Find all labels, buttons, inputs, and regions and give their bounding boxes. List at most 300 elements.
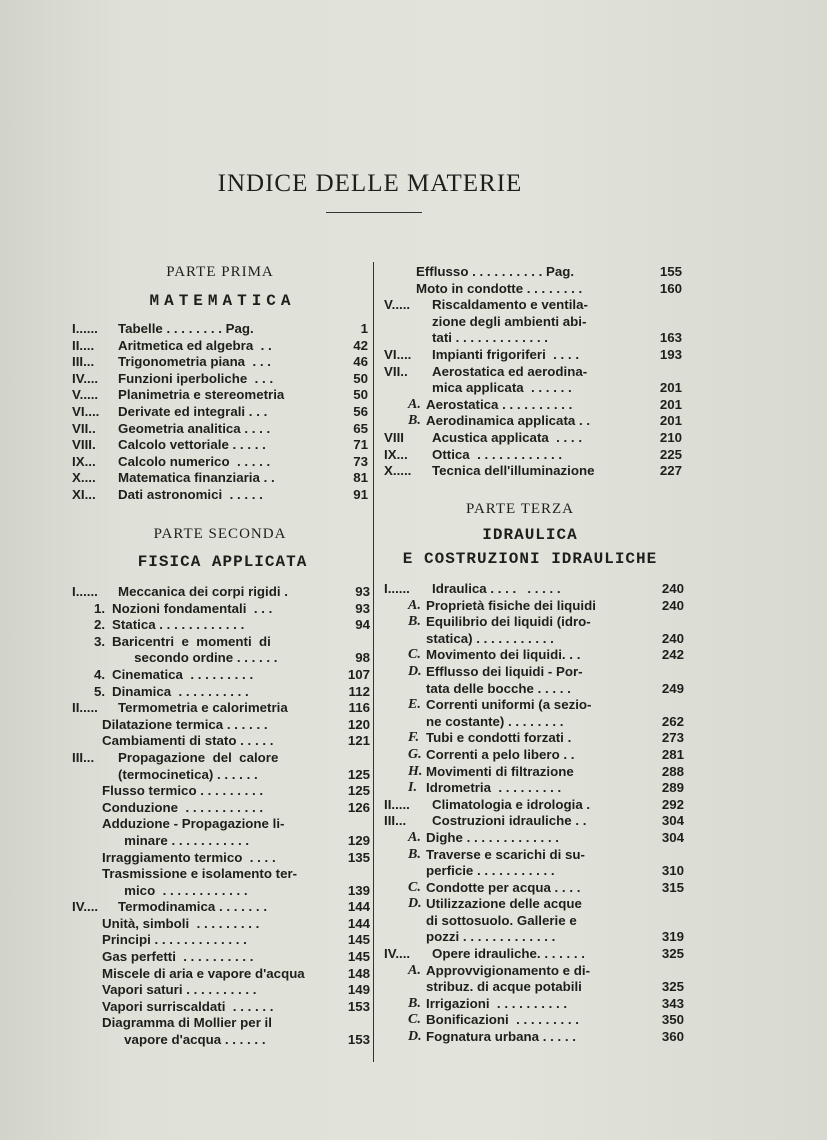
toc-line [72, 354, 368, 371]
toc-line [384, 614, 684, 631]
toc-line [72, 338, 368, 355]
toc-line [384, 946, 684, 963]
toc-line [384, 913, 684, 930]
toc-entry [72, 387, 368, 404]
entry-title: Funzioni iperboliche . . . [118, 370, 274, 386]
toc-line [384, 380, 682, 397]
toc-line [384, 863, 684, 880]
entry-title: Moto in condotte . . . . . . . . [416, 280, 583, 296]
toc-entry [384, 847, 684, 880]
toc-entry [384, 747, 684, 764]
toc-entry [384, 963, 684, 996]
entry-title: Dilatazione termica . . . . . . [102, 716, 268, 732]
page-number: 71 [353, 437, 368, 453]
page-number: 240 [661, 630, 684, 646]
page-number: 242 [661, 647, 684, 663]
toc-entry [72, 454, 368, 471]
toc-line [384, 764, 684, 781]
entry-title: ne costante) . . . . . . . . [426, 713, 564, 729]
subsection-label: C. [408, 647, 421, 663]
toc-line [72, 437, 368, 454]
toc-entry [72, 584, 370, 601]
toc-line [384, 996, 684, 1013]
page-number: 350 [661, 1012, 684, 1028]
page-number: 98 [355, 650, 370, 666]
toc-line [384, 664, 684, 681]
toc-entry [72, 684, 370, 701]
section-number: I...... [72, 584, 98, 599]
page-number: 227 [659, 463, 682, 479]
page-number: 262 [661, 713, 684, 729]
toc-line [72, 949, 370, 966]
page-number: 201 [659, 396, 682, 412]
entry-title: mica applicata . . . . . . [432, 380, 572, 396]
toc-list-fisica [72, 584, 370, 1049]
page-number: 129 [347, 832, 370, 848]
toc-entry [384, 614, 684, 647]
toc-entry [384, 664, 684, 697]
toc-list-idraulica [384, 581, 684, 1046]
subsection-label: B. [408, 413, 421, 429]
entry-title: Adduzione - Propagazione li- [102, 816, 285, 832]
page-number: 273 [661, 730, 684, 746]
section-number: II..... [72, 700, 98, 716]
page-number: 292 [661, 796, 684, 812]
toc-entry [384, 430, 682, 447]
entry-title: pozzi . . . . . . . . . . . . . [426, 929, 556, 945]
toc-line [72, 932, 370, 949]
toc-entry [72, 750, 370, 783]
page-number: 56 [353, 403, 368, 419]
subsection-label: 2. [94, 617, 106, 633]
entry-title: Opere idrauliche. . . . . . . [432, 946, 585, 962]
entry-title: Aerodinamica applicata . . [426, 413, 591, 429]
toc-entry [384, 447, 682, 464]
page-number: 116 [348, 700, 370, 716]
entry-title: Dati astronomici . . . . . [118, 486, 263, 502]
toc-line [384, 364, 682, 381]
page-number: 360 [661, 1029, 684, 1045]
toc-line [384, 847, 684, 864]
toc-entry [384, 730, 684, 747]
entry-title: Climatologia e idrologia . [432, 796, 591, 812]
entry-title: Trasmissione e isolamento ter- [102, 866, 298, 882]
entry-title: Dinamica . . . . . . . . . . [112, 683, 249, 699]
toc-line [384, 264, 682, 281]
entry-title: Unità, simboli . . . . . . . . . [102, 915, 260, 931]
subsection-label: E. [408, 697, 421, 713]
section-heading: IDRAULICA [482, 526, 578, 544]
entry-title: Miscele di aria e vapore d'acqua [102, 965, 305, 981]
toc-entry [72, 733, 370, 750]
toc-entry [384, 830, 684, 847]
part-heading: PARTE TERZA [465, 501, 575, 517]
section-subheading: E COSTRUZIONI IDRAULICHE [402, 550, 658, 568]
subsection-label: 5. [94, 683, 106, 699]
entry-title: perficie . . . . . . . . . . . [426, 863, 555, 879]
subsection-label: H. [408, 763, 423, 779]
entry-title: di sottosuolo. Gallerie e [426, 912, 577, 928]
entry-title: Tubi e condotti forzati . [426, 730, 572, 746]
page-number: 288 [661, 763, 684, 779]
entry-title: minare . . . . . . . . . . . [102, 832, 250, 848]
entry-title: Riscaldamento e ventila- [432, 297, 588, 313]
page-number: 201 [659, 380, 682, 396]
toc-line [384, 647, 684, 664]
entry-title: Movimenti di filtrazione [426, 763, 574, 779]
toc-line [72, 916, 370, 933]
toc-entry [384, 996, 684, 1013]
entry-title: Movimento dei liquidi. . . [426, 647, 581, 663]
part-heading: PARTE PRIMA [166, 264, 274, 280]
section-number: II.... [72, 337, 95, 353]
page-number: 153 [347, 998, 370, 1014]
toc-entry [72, 899, 370, 916]
toc-entry [384, 413, 682, 430]
page-number: 145 [347, 949, 370, 965]
page-number: 120 [347, 716, 370, 732]
toc-line [384, 330, 682, 347]
entry-title: tati . . . . . . . . . . . . . [432, 330, 548, 346]
toc-entry [384, 297, 682, 347]
page-number: 310 [661, 863, 684, 879]
toc-entry [384, 647, 684, 664]
entry-title: Efflusso . . . . . . . . . . Pag. [416, 264, 575, 279]
entry-title: Equilibrio dei liquidi (idro- [426, 614, 591, 630]
toc-line [72, 487, 368, 504]
entry-title: Efflusso dei liquidi - Por- [426, 663, 583, 679]
toc-line [72, 617, 370, 634]
toc-line [384, 797, 684, 814]
entry-title: Correnti a pelo libero . . [426, 746, 575, 762]
toc-line [384, 413, 682, 430]
toc-entry [72, 404, 368, 421]
toc-entry [72, 982, 370, 999]
entry-title: Conduzione . . . . . . . . . . . [102, 799, 264, 815]
subsection-label: C. [408, 879, 421, 895]
toc-line [72, 1015, 370, 1032]
toc-entry [72, 601, 370, 618]
subsection-label: C. [408, 1012, 421, 1028]
section-number: X.... [72, 470, 96, 486]
page-number: 163 [659, 330, 682, 346]
page-number: 145 [347, 932, 370, 948]
toc-line [72, 650, 370, 667]
subsection-label: D. [408, 1029, 422, 1045]
page-number: 91 [353, 486, 368, 502]
toc-line [384, 314, 682, 331]
entry-title: Cambiamenti di stato . . . . . [102, 733, 274, 749]
page-number: 126 [347, 799, 370, 815]
page-number: 289 [661, 780, 684, 796]
page-number: 249 [661, 680, 684, 696]
toc-line [384, 880, 684, 897]
title-underline [326, 212, 422, 213]
toc-entry [72, 437, 368, 454]
entry-title: Diagramma di Mollier per il [102, 1015, 272, 1031]
toc-line [384, 963, 684, 980]
toc-line [72, 454, 368, 471]
toc-entry [72, 617, 370, 634]
section-heading: FISICA APPLICATA [137, 553, 308, 571]
page-number: 94 [355, 617, 370, 633]
entry-title: Condotte per acqua . . . . [426, 879, 581, 895]
page-number: 81 [353, 470, 368, 486]
page-number: 73 [353, 453, 368, 469]
toc-line [72, 667, 370, 684]
section-number: V..... [72, 387, 99, 403]
toc-line [72, 684, 370, 701]
entry-title: Gas perfetti . . . . . . . . . . [102, 949, 254, 965]
toc-entry [384, 397, 682, 414]
entry-title: Geometria analitica . . . . [118, 420, 271, 436]
toc-entry [72, 800, 370, 817]
toc-entry [384, 797, 684, 814]
toc-entry [72, 1015, 370, 1048]
page-number: 93 [355, 584, 370, 599]
entry-title: Aerostatica . . . . . . . . . . [426, 396, 573, 412]
entry-title: Idraulica . . . . . . . . . [432, 581, 561, 596]
entry-title: Principi . . . . . . . . . . . . . [102, 932, 247, 948]
toc-line [384, 347, 682, 364]
entry-title: Vapori saturi . . . . . . . . . . [102, 982, 257, 998]
toc-line [384, 581, 684, 598]
entry-title: stribuz. di acque potabili [426, 979, 582, 995]
entry-title: Aritmetica ed algebra . . [118, 337, 272, 353]
toc-entry [72, 966, 370, 983]
toc-line [72, 899, 370, 916]
toc-entry [384, 780, 684, 797]
toc-entry [72, 999, 370, 1016]
toc-list-fisica-continued [384, 264, 682, 480]
column-divider [373, 262, 374, 1062]
section-heading: MATEMATICA [149, 292, 296, 310]
toc-line [72, 816, 370, 833]
toc-entry [72, 634, 370, 667]
page-number: 325 [661, 979, 684, 995]
entry-title: tata delle bocche . . . . . [426, 680, 571, 696]
toc-entry [72, 816, 370, 849]
page-number: 50 [353, 370, 368, 386]
subsection-label: D. [408, 896, 422, 912]
toc-line [384, 813, 684, 830]
page-number: 42 [353, 337, 368, 353]
toc-line [72, 404, 368, 421]
subsection-label: 3. [94, 633, 106, 649]
page-number: 319 [661, 929, 684, 945]
entry-title: Tabelle . . . . . . . . Pag. [118, 321, 254, 336]
page-number: 153 [347, 1032, 370, 1048]
entry-title: Termometria e calorimetria [118, 700, 288, 716]
subsection-label: G. [408, 746, 422, 762]
toc-entry [384, 697, 684, 730]
toc-entry [72, 700, 370, 717]
page-number: 149 [347, 982, 370, 998]
page-number: 225 [659, 446, 682, 462]
subsection-label: A. [408, 962, 421, 978]
toc-entry [384, 946, 684, 963]
toc-line [384, 830, 684, 847]
toc-line [72, 999, 370, 1016]
entry-title: zione degli ambienti abi- [432, 313, 587, 329]
toc-line [72, 966, 370, 983]
entry-title: Cinematica . . . . . . . . . [112, 666, 254, 682]
toc-entry [384, 581, 684, 598]
entry-title: Aerostatica ed aerodina- [432, 363, 588, 379]
entry-title: (termocinetica) . . . . . . [118, 766, 258, 782]
subsection-label: 1. [94, 600, 106, 616]
entry-title: Irraggiamento termico . . . . [102, 849, 276, 865]
toc-line [384, 929, 684, 946]
page-number: 93 [355, 600, 370, 616]
toc-line [72, 733, 370, 750]
entry-title: vapore d'acqua . . . . . . [102, 1032, 266, 1048]
entry-title: Utilizzazione delle acque [426, 896, 582, 912]
toc-line [384, 281, 682, 298]
page-number: 46 [353, 354, 368, 370]
toc-line [384, 780, 684, 797]
page-number: 304 [661, 829, 684, 845]
entry-title: Dighe . . . . . . . . . . . . . [426, 829, 559, 845]
toc-line [384, 397, 682, 414]
toc-entry [72, 932, 370, 949]
section-number: X..... [384, 463, 412, 479]
entry-title: Flusso termico . . . . . . . . . [102, 783, 264, 799]
toc-line [72, 866, 370, 883]
toc-entry [72, 487, 368, 504]
toc-entry [384, 463, 682, 480]
page-number: 144 [347, 899, 370, 915]
toc-line [72, 601, 370, 618]
entry-title: Calcolo vettoriale . . . . . [118, 437, 266, 453]
entry-title: Costruzioni idrauliche . . [432, 813, 587, 829]
entry-title: Derivate ed integrali . . . [118, 403, 268, 419]
entry-title: secondo ordine . . . . . . [112, 650, 278, 666]
section-number: VI.... [72, 403, 100, 419]
page-number: 125 [347, 783, 370, 799]
section-number: VII.. [384, 363, 408, 379]
subsection-label: B. [408, 846, 421, 862]
toc-entry [72, 354, 368, 371]
toc-line [384, 447, 682, 464]
toc-line [72, 783, 370, 800]
toc-entry [384, 264, 682, 281]
toc-entry [72, 338, 368, 355]
toc-line [72, 883, 370, 900]
subsection-label: A. [408, 829, 421, 845]
toc-line [384, 297, 682, 314]
section-number: III... [384, 813, 407, 829]
entry-title: Irrigazioni . . . . . . . . . . [426, 995, 568, 1011]
toc-entry [384, 764, 684, 781]
page-number: 193 [659, 346, 682, 362]
subsection-label: A. [408, 597, 421, 613]
toc-entry [384, 1012, 684, 1029]
toc-line [72, 750, 370, 767]
toc-entry [384, 598, 684, 615]
entry-title: Trigonometria piana . . . [118, 354, 271, 370]
toc-line [72, 800, 370, 817]
toc-line [384, 598, 684, 615]
section-number: I...... [384, 581, 410, 596]
subsection-label: A. [408, 396, 421, 412]
page-number: 281 [661, 746, 684, 762]
page-number: 315 [661, 879, 684, 895]
entry-title: Bonificazioni . . . . . . . . . [426, 1012, 579, 1028]
page-number: 135 [347, 849, 370, 865]
page-number: 148 [347, 965, 370, 981]
page-number: 210 [659, 429, 682, 445]
entry-title: statica) . . . . . . . . . . . [426, 630, 554, 646]
section-number: III... [72, 749, 95, 765]
toc-entry [384, 813, 684, 830]
page-number: 125 [347, 766, 370, 782]
section-number: IV.... [72, 370, 99, 386]
entry-title: Calcolo numerico . . . . . [118, 453, 271, 469]
subsection-label: D. [408, 663, 422, 679]
entry-title: Impianti frigoriferi . . . . [432, 346, 580, 362]
page-title: INDICE DELLE MATERIE [217, 170, 523, 197]
section-number: IX... [384, 446, 408, 462]
toc-entry [72, 866, 370, 899]
toc-entry [72, 783, 370, 800]
page-number: 65 [353, 420, 368, 436]
toc-entry [384, 281, 682, 298]
toc-line [384, 730, 684, 747]
entry-title: Approvvigionamento e di- [426, 962, 591, 978]
toc-entry [72, 667, 370, 684]
section-number: XI... [72, 486, 96, 502]
page-number: 121 [347, 733, 370, 749]
page-number: 240 [661, 581, 684, 596]
subsection-label: 4. [94, 666, 106, 682]
page-number: 325 [661, 946, 684, 962]
page-number: 112 [348, 683, 370, 699]
entry-title: Correnti uniformi (a sezio- [426, 697, 592, 713]
section-number: I...... [72, 321, 98, 336]
toc-line [384, 463, 682, 480]
entry-title: Acustica applicata . . . . [432, 429, 583, 445]
toc-line [72, 421, 368, 438]
toc-entry [72, 321, 368, 338]
page-number: 107 [347, 666, 370, 682]
entry-title: Statica . . . . . . . . . . . . [112, 617, 245, 633]
entry-title: Meccanica dei corpi rigidi . [118, 584, 288, 599]
section-number: III... [72, 354, 95, 370]
toc-line [384, 896, 684, 913]
toc-line [384, 747, 684, 764]
page-number: 144 [347, 915, 370, 931]
toc-line [72, 833, 370, 850]
page-number: 343 [661, 995, 684, 1011]
page-number: 155 [659, 264, 682, 279]
page-number: 160 [659, 280, 682, 296]
toc-line [384, 1012, 684, 1029]
toc-line [384, 631, 684, 648]
toc-entry [384, 896, 684, 946]
section-number: IV.... [384, 946, 411, 962]
toc-line [72, 371, 368, 388]
entry-title: Ottica . . . . . . . . . . . . [432, 446, 563, 462]
section-number: VIII. [72, 437, 96, 453]
toc-line [384, 979, 684, 996]
toc-entry [384, 364, 682, 397]
toc-line [72, 634, 370, 651]
toc-entry [72, 371, 368, 388]
toc-line [72, 850, 370, 867]
toc-line [72, 1032, 370, 1049]
toc-line [384, 697, 684, 714]
